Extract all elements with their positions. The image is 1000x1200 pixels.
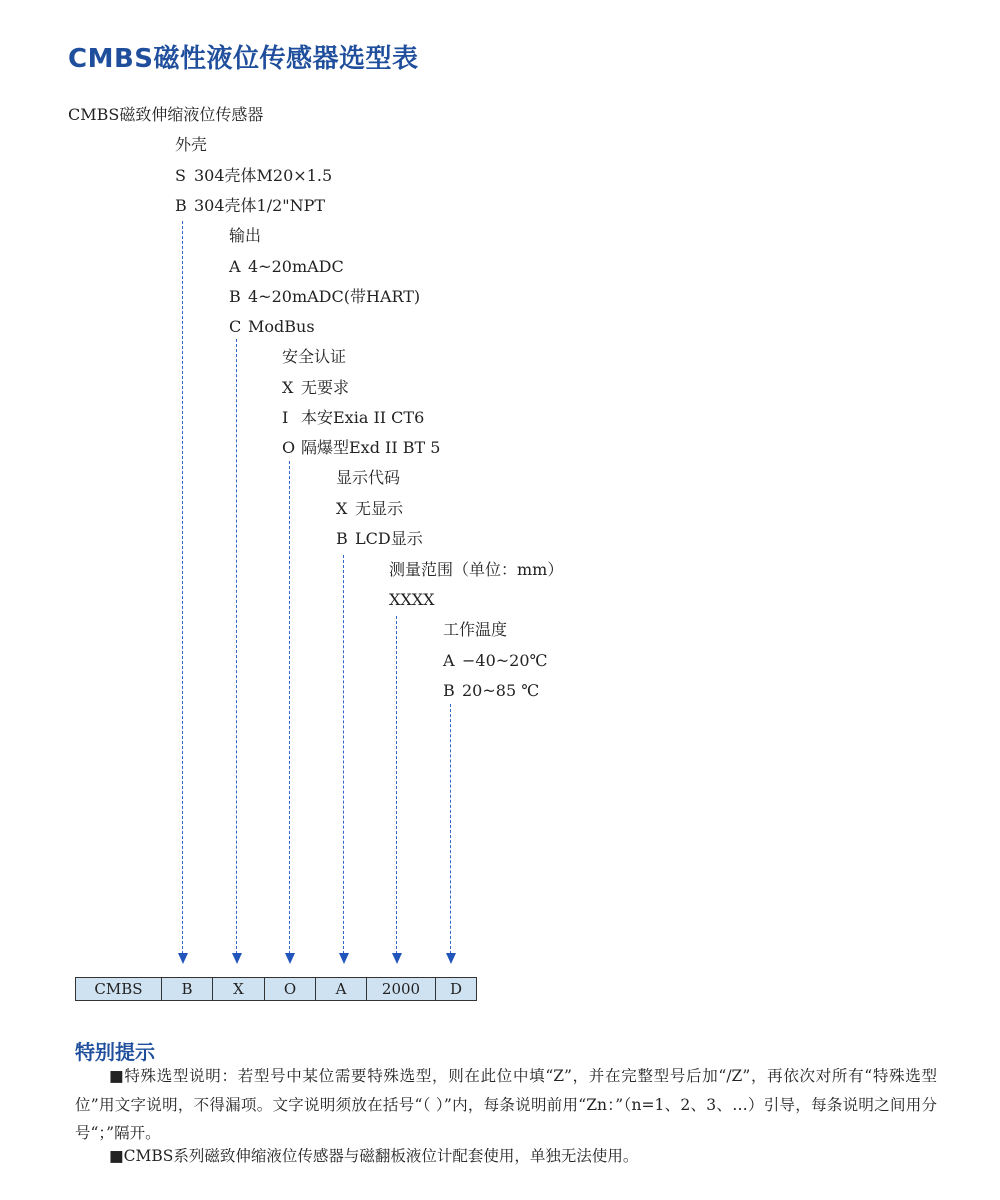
option-code: C: [229, 317, 242, 336]
option-text: 304壳体M20×1.5: [194, 166, 333, 185]
option-text: 本安Exia II CT6: [301, 408, 425, 427]
option-temp-b: [443, 681, 539, 701]
arrow-down-icon: [392, 953, 402, 964]
notes-title: 特别提示: [75, 1040, 155, 1064]
option-display-b: [336, 529, 423, 549]
option-code: I: [282, 408, 289, 427]
option-housing-s: [175, 166, 332, 186]
model-cell-housing: B: [162, 978, 213, 1000]
group-heading-range: 测量范围（单位：mm）: [389, 560, 564, 579]
option-display-x: [336, 499, 403, 519]
group-heading-display: 显示代码: [336, 468, 401, 487]
option-code: S: [175, 166, 186, 185]
arrow-down-icon: [339, 953, 349, 964]
connector-line-display: [343, 555, 344, 954]
option-text: LCD显示: [355, 529, 423, 548]
option-text: 无要求: [301, 378, 350, 397]
option-range-xxxx: XXXX: [389, 590, 435, 609]
option-text: −40~20℃: [462, 651, 548, 670]
option-code: B: [336, 529, 348, 548]
model-cell-certification: O: [265, 978, 316, 1000]
option-output-b: [229, 287, 420, 307]
option-text: 20~85 ℃: [462, 681, 540, 700]
connector-line-temperature: [450, 704, 451, 954]
option-housing-b: [175, 196, 325, 216]
option-temp-a: [443, 651, 547, 671]
model-example-row: [75, 977, 477, 1001]
model-cell-display: A: [316, 978, 367, 1000]
connector-line-housing: [182, 221, 183, 954]
group-heading-certification: 安全认证: [282, 347, 347, 366]
option-code: B: [175, 196, 187, 215]
option-text: 304壳体1/2"NPT: [194, 196, 326, 215]
group-heading-output: 输出: [229, 226, 262, 245]
option-cert-x: [282, 378, 349, 398]
group-heading-temperature: 工作温度: [443, 620, 508, 639]
connector-line-range: [396, 616, 397, 954]
option-output-a: [229, 257, 344, 277]
model-cell-output: X: [213, 978, 265, 1000]
option-output-c: [229, 317, 315, 337]
model-cell-temperature: D: [436, 978, 476, 1000]
arrow-down-icon: [446, 953, 456, 964]
connector-line-output: [236, 339, 237, 954]
option-cert-i: [282, 408, 424, 428]
option-text: ModBus: [248, 317, 315, 336]
arrow-down-icon: [285, 953, 295, 964]
option-text: 无显示: [355, 499, 404, 518]
note-special-selection: ■特殊选型说明：若型号中某位需要特殊选型，则在此位中填“Z”，并在完整型号后加“/Z”，再依次对所有“特殊选型位”用文字说明，不得漏项。文字说明须放在括号“（ ）”内，每条说明前用“Zn：”（n=1、2、3、…）引导，每条说明之间用分号“；”隔开。: [75, 1067, 937, 1142]
group-heading-housing: 外壳: [175, 135, 208, 154]
option-code: A: [229, 257, 241, 276]
model-cell-range: 2000: [367, 978, 436, 1000]
connector-line-certification: [289, 461, 290, 954]
arrow-down-icon: [232, 953, 242, 964]
arrow-down-icon: [178, 953, 188, 964]
option-code: A: [443, 651, 455, 670]
product-name: CMBS磁致伸缩液位传感器: [68, 105, 264, 124]
note-compatibility: ■CMBS系列磁致伸缩液位传感器与磁翻板液位计配套使用，单独无法使用。: [109, 1147, 639, 1165]
option-code: O: [282, 438, 296, 457]
option-text: 隔爆型Exd II BT 5: [301, 438, 441, 457]
option-cert-o: [282, 438, 440, 458]
option-code: X: [282, 378, 294, 397]
option-text: 4~20mADC: [248, 257, 344, 276]
model-cell-series: CMBS: [76, 978, 162, 1000]
option-code: B: [229, 287, 241, 306]
option-text: 4~20mADC(带HART): [248, 287, 421, 306]
option-code: B: [443, 681, 455, 700]
option-code: X: [336, 499, 348, 518]
page-title: CMBS磁性液位传感器选型表: [68, 44, 419, 74]
